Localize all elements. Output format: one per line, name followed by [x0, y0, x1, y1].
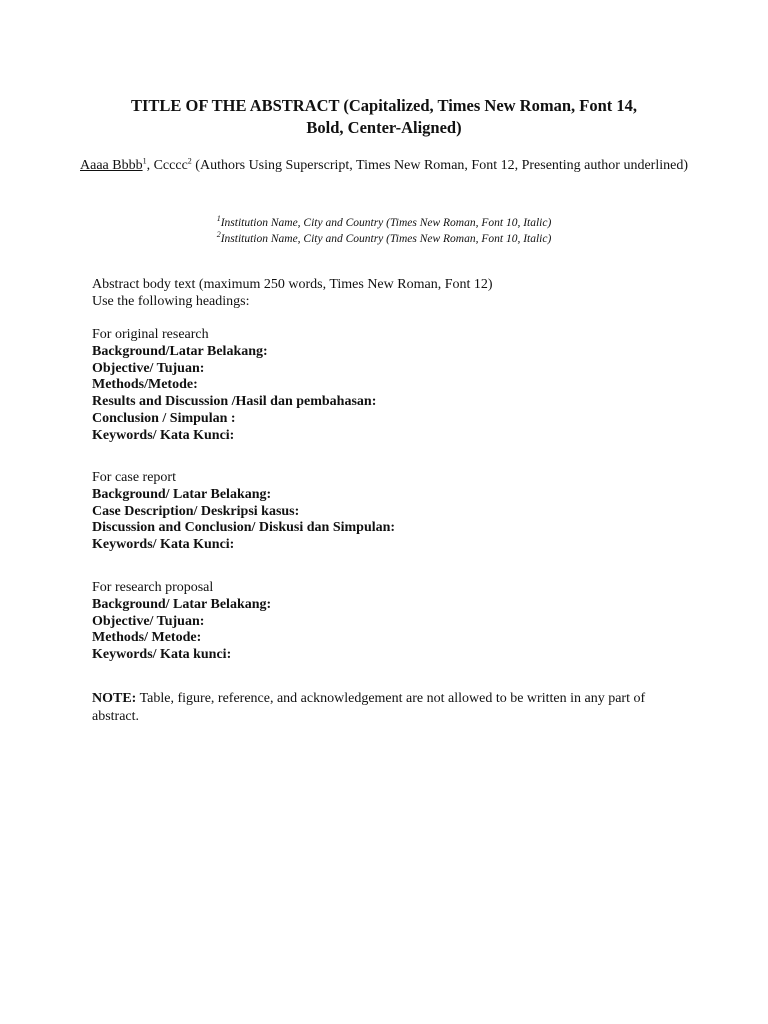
title-line-2: Bold, Center-Aligned) [306, 118, 462, 137]
section-case-report [92, 470, 682, 554]
author1-superscript: 1 [142, 156, 147, 166]
heading-keywords: Keywords/ Kata kunci: [92, 647, 232, 663]
title-line-1: TITLE OF THE ABSTRACT (Capitalized, Times New Roman, Font 14, [130, 96, 638, 115]
affiliation-1-text: Institution Name, City and Country (Times New Roman, Font 10, Italic) [220, 217, 552, 229]
affiliation-2 [80, 231, 688, 247]
heading-case-description: Case Description/ Deskripsi kasus: [92, 503, 300, 519]
section-research-proposal [92, 580, 682, 664]
heading-keywords: Keywords/ Kata Kunci: [92, 537, 235, 553]
heading-discussion-conclusion: Discussion and Conclusion/ Diskusi dan Simpulan: [92, 520, 396, 536]
section-label: For research proposal [92, 580, 214, 595]
affiliation-2-text: Institution Name, City and Country (Times New Roman, Font 10, Italic) [220, 233, 552, 245]
author2-superscript: 2 [187, 156, 192, 166]
heading-methods: Methods/Metode: [92, 377, 198, 393]
author-line [80, 157, 688, 175]
heading-methods: Methods/ Metode: [92, 630, 202, 646]
second-author: Ccccc [153, 158, 188, 173]
intro-line-2: Use the following headings: [92, 293, 250, 309]
affiliation-2-superscript: 2 [216, 230, 221, 240]
author-note: (Authors Using Superscript, Times New Roman, Font 12, Presenting author underlined) [191, 158, 688, 173]
heading-background: Background/Latar Belakang: [92, 343, 268, 359]
affiliation-1 [80, 215, 688, 231]
heading-results: Results and Discussion /Hasil dan pembahasan: [92, 394, 377, 410]
abstract-note [92, 690, 652, 726]
affiliation-1-superscript: 1 [216, 214, 221, 224]
presenting-author: Aaaa Bbbb [80, 158, 143, 173]
section-original-research [92, 327, 682, 445]
section-label: For case report [92, 470, 176, 485]
affiliations [80, 215, 688, 247]
note-label: NOTE: [92, 691, 137, 706]
heading-conclusion: Conclusion / Simpulan : [92, 410, 236, 426]
author-separator: , [146, 158, 154, 173]
heading-objective: Objective/ Tujuan: [92, 613, 205, 629]
abstract-title [80, 95, 688, 139]
abstract-intro [92, 277, 682, 311]
section-label: For original research [92, 327, 209, 342]
note-text: Table, figure, reference, and acknowledgement are not allowed to be written in any part of abstract. [92, 691, 646, 724]
heading-background: Background/ Latar Belakang: [92, 486, 272, 502]
heading-keywords: Keywords/ Kata Kunci: [92, 427, 235, 443]
intro-line-1: Abstract body text (maximum 250 words, Times New Roman, Font 12) [92, 277, 493, 292]
heading-background: Background/ Latar Belakang: [92, 596, 272, 612]
heading-objective: Objective/ Tujuan: [92, 360, 205, 376]
